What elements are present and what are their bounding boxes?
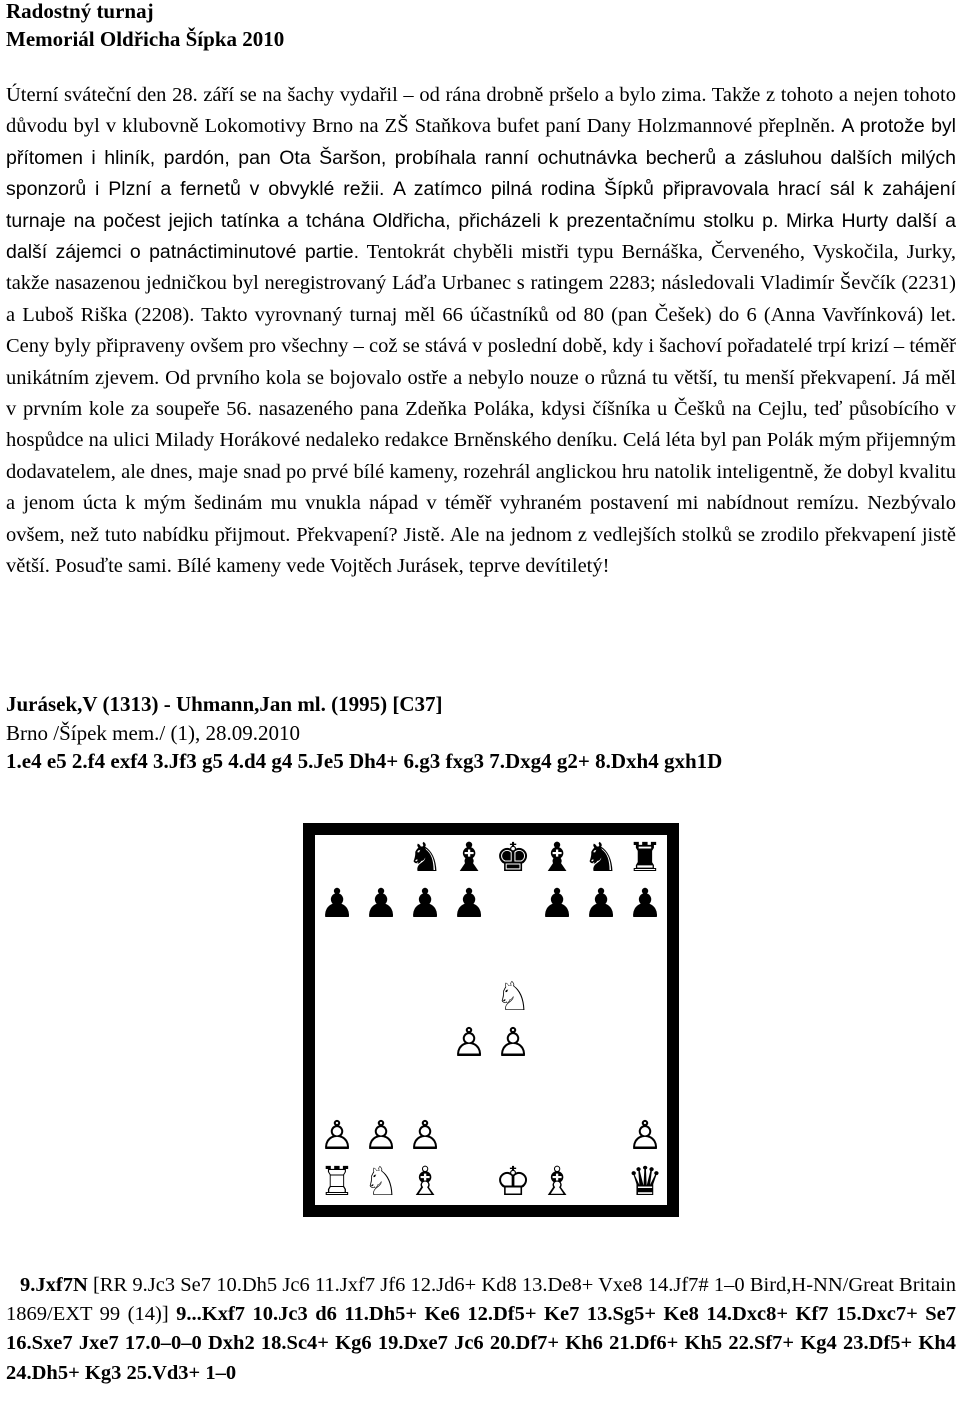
square-g2 <box>579 1113 623 1159</box>
square-d8: ♝ <box>451 835 487 882</box>
square-e5: ♘ <box>495 973 531 1020</box>
square-f1: ♗ <box>539 1158 575 1205</box>
game-moves <box>6 1271 956 1388</box>
game-header <box>6 690 722 776</box>
square-e8: ♚ <box>495 835 531 882</box>
chess-board <box>315 835 667 1205</box>
move-annotation: [RR 9.Jc3 Se7 10.Dh5 Jc6 11.Jxf7 Jf6 12.Jd6+ Kd8 13.De8+ Vxe8 14.Jf7# 1–0 Bird,H-NN/Great Britain 1869/EXT 99 (14)] <box>6 1274 956 1326</box>
square-b8 <box>359 835 403 881</box>
square-a3 <box>315 1066 359 1112</box>
game-opening-moves: 1.e4 e5 2.f4 exf4 3.Jf3 g5 4.d4 g4 5.Je5 Dh4+ 6.g3 fxg3 7.Dxg4 g2+ 8.Dxh4 gxh1D <box>6 749 723 774</box>
square-g3 <box>579 1066 623 1112</box>
square-h3 <box>623 1066 667 1112</box>
square-f5 <box>535 974 579 1020</box>
square-d2 <box>447 1113 491 1159</box>
square-d3 <box>447 1066 491 1112</box>
square-e3 <box>491 1066 535 1112</box>
square-h5 <box>623 974 667 1020</box>
square-b2: ♙ <box>363 1112 399 1159</box>
square-a5 <box>315 974 359 1020</box>
chess-diagram <box>303 823 679 1217</box>
intro-sentence-4: Mirka Hurty další a další zájemci o patnáctiminutové partie. <box>6 209 956 264</box>
square-g7: ♟ <box>583 881 619 928</box>
square-h2: ♙ <box>627 1112 663 1159</box>
square-g4 <box>579 1020 623 1066</box>
square-h1: ♛ <box>627 1158 663 1205</box>
square-d6 <box>447 928 491 974</box>
game-continuation: 9...Kxf7 10.Jc3 d6 11.Dh5+ Ke6 12.Df5+ Ke7 13.Sg5+ Ke8 14.Dxc8+ Kf7 15.Dxc7+ Se7 16.Sxe7 Jxe7 17.0–0–0 Dxh2 18.Sc4+ Kg6 19.Dxe7 Jc6 20.Df7+ Kh6 21.Df6+ Kh5 22.Sf7+ Kg4 23.Df5+ Kh4 24.Dh5+ Kg3 25.Vd3+ 1–0 <box>6 1303 957 1384</box>
square-h8: ♜ <box>627 835 663 882</box>
square-g8: ♞ <box>583 835 619 882</box>
square-f6 <box>535 928 579 974</box>
square-f4 <box>535 1020 579 1066</box>
square-f8: ♝ <box>539 835 575 882</box>
square-h6 <box>623 928 667 974</box>
square-g6 <box>579 928 623 974</box>
title-line-1: Radostný turnaj <box>6 0 154 23</box>
square-c4 <box>403 1020 447 1066</box>
square-d4: ♙ <box>451 1020 487 1067</box>
intro-sentence-3: A zatímco pilná rodina Šípků připravovala hrací sál k zahájení turnaje na počest jejich tatínka a tchána Oldřicha, přicházeli k prezentačnímu stolku p. <box>6 178 957 232</box>
intro-sentence-5: Tentokrát chyběli mistři typu Bernáška, Červeného, Vyskočila, Jurky, takže nasazenou jedničkou byl neregistrovaný Láďa Urbanec s ratingem 2283; následovali Vladimír Ševčík (2231) a Luboš Riška (2208). Takto vyrovnaný turnaj měl 66 účastníků od 80 (pan Češek) do 6 (Anna Vavřínková) let. Ceny byly připraveny ovšem pro všechny – což se stává v poslední době, kdy i šachoví pořadatelé trpí krizí – téměř unikátním zjevem. Od prvního kola se bojovalo ostře a nebylo nouze o různá tu větší, tu menší překvapení. Já měl v prvním kole za soupeře 56. nasazeného pana Zdeňka Poláka, kdysi číšníka u Češků na Cejlu, teď působícího v hospůdce na ulici Milady Horákové nedaleko redakce Brněnského deníku. Celá léta byl pan Polák mým přijemným dodavatelem, ale dnes, maje snad po prvé bílé kameny, rozehrál anglickou hru natolik inteligentně, že dobyl kvalitu a jenom úcta k mým šedinám mu vnukla nápad v téměř vyhraném postavení mi nabídnout remízu. Nezbývalo ovšem, než tuto nabídku přijmout. Překvapení? Jistě. Ale na jednom z vedlejších stolků se zrodilo překvapení jistě větší. Posuďte sami. Bílé kameny vede Vojtěch Jurásek, teprve devítiletý! <box>6 241 956 578</box>
square-d1 <box>447 1159 491 1205</box>
key-move: 9.Jxf7N <box>20 1274 88 1296</box>
square-d5 <box>447 974 491 1020</box>
square-c2: ♙ <box>407 1112 443 1159</box>
square-b5 <box>359 974 403 1020</box>
square-b4 <box>359 1020 403 1066</box>
square-a6 <box>315 928 359 974</box>
square-h7: ♟ <box>627 881 663 928</box>
square-a7: ♟ <box>319 881 355 928</box>
square-h4 <box>623 1020 667 1066</box>
square-g1 <box>579 1159 623 1205</box>
square-e4: ♙ <box>495 1020 531 1067</box>
square-d7: ♟ <box>451 881 487 928</box>
intro-sentence-2: A protože byl přítomen i hliník, pardón, pan Ota Šaršon, probíhala ranní ochutnávka becherů a zásluhou dalších milých sponzorů i Plzní a fernetů v obvyklé režii. <box>6 115 957 201</box>
square-a1: ♖ <box>319 1158 355 1205</box>
square-b6 <box>359 928 403 974</box>
square-f3 <box>535 1066 579 1112</box>
square-g5 <box>579 974 623 1020</box>
square-f7: ♟ <box>539 881 575 928</box>
square-a8 <box>315 835 359 881</box>
square-b1: ♘ <box>363 1158 399 1205</box>
square-c6 <box>403 928 447 974</box>
intro-paragraph <box>6 80 956 583</box>
square-b7: ♟ <box>363 881 399 928</box>
square-c8: ♞ <box>407 835 443 882</box>
game-players: Jurásek,V (1313) - Uhmann,Jan ml. (1995) [C37] <box>6 692 443 716</box>
square-e2 <box>491 1113 535 1159</box>
square-e7 <box>491 881 535 927</box>
square-f2 <box>535 1113 579 1159</box>
square-c7: ♟ <box>407 881 443 928</box>
square-a2: ♙ <box>319 1112 355 1159</box>
square-e6 <box>491 928 535 974</box>
square-b3 <box>359 1066 403 1112</box>
square-a4 <box>315 1020 359 1066</box>
square-c1: ♗ <box>407 1158 443 1205</box>
intro-sentence-1: Úterní sváteční den 28. září se na šachy vydařil – od rána drobně pršelo a bylo zima. Takže z tohoto a nejen tohoto důvodu byl v klubovně Lokomotivy Brno na ZŠ Staňkova bufet paní Dany Holzmannové přeplněn. <box>6 84 956 138</box>
title-line-2: Memoriál Oldřicha Šípka 2010 <box>6 27 285 51</box>
game-event: Brno /Šípek mem./ (1), 28.09.2010 <box>6 720 300 745</box>
square-c3 <box>403 1066 447 1112</box>
square-e1: ♔ <box>495 1158 531 1205</box>
square-c5 <box>403 974 447 1020</box>
